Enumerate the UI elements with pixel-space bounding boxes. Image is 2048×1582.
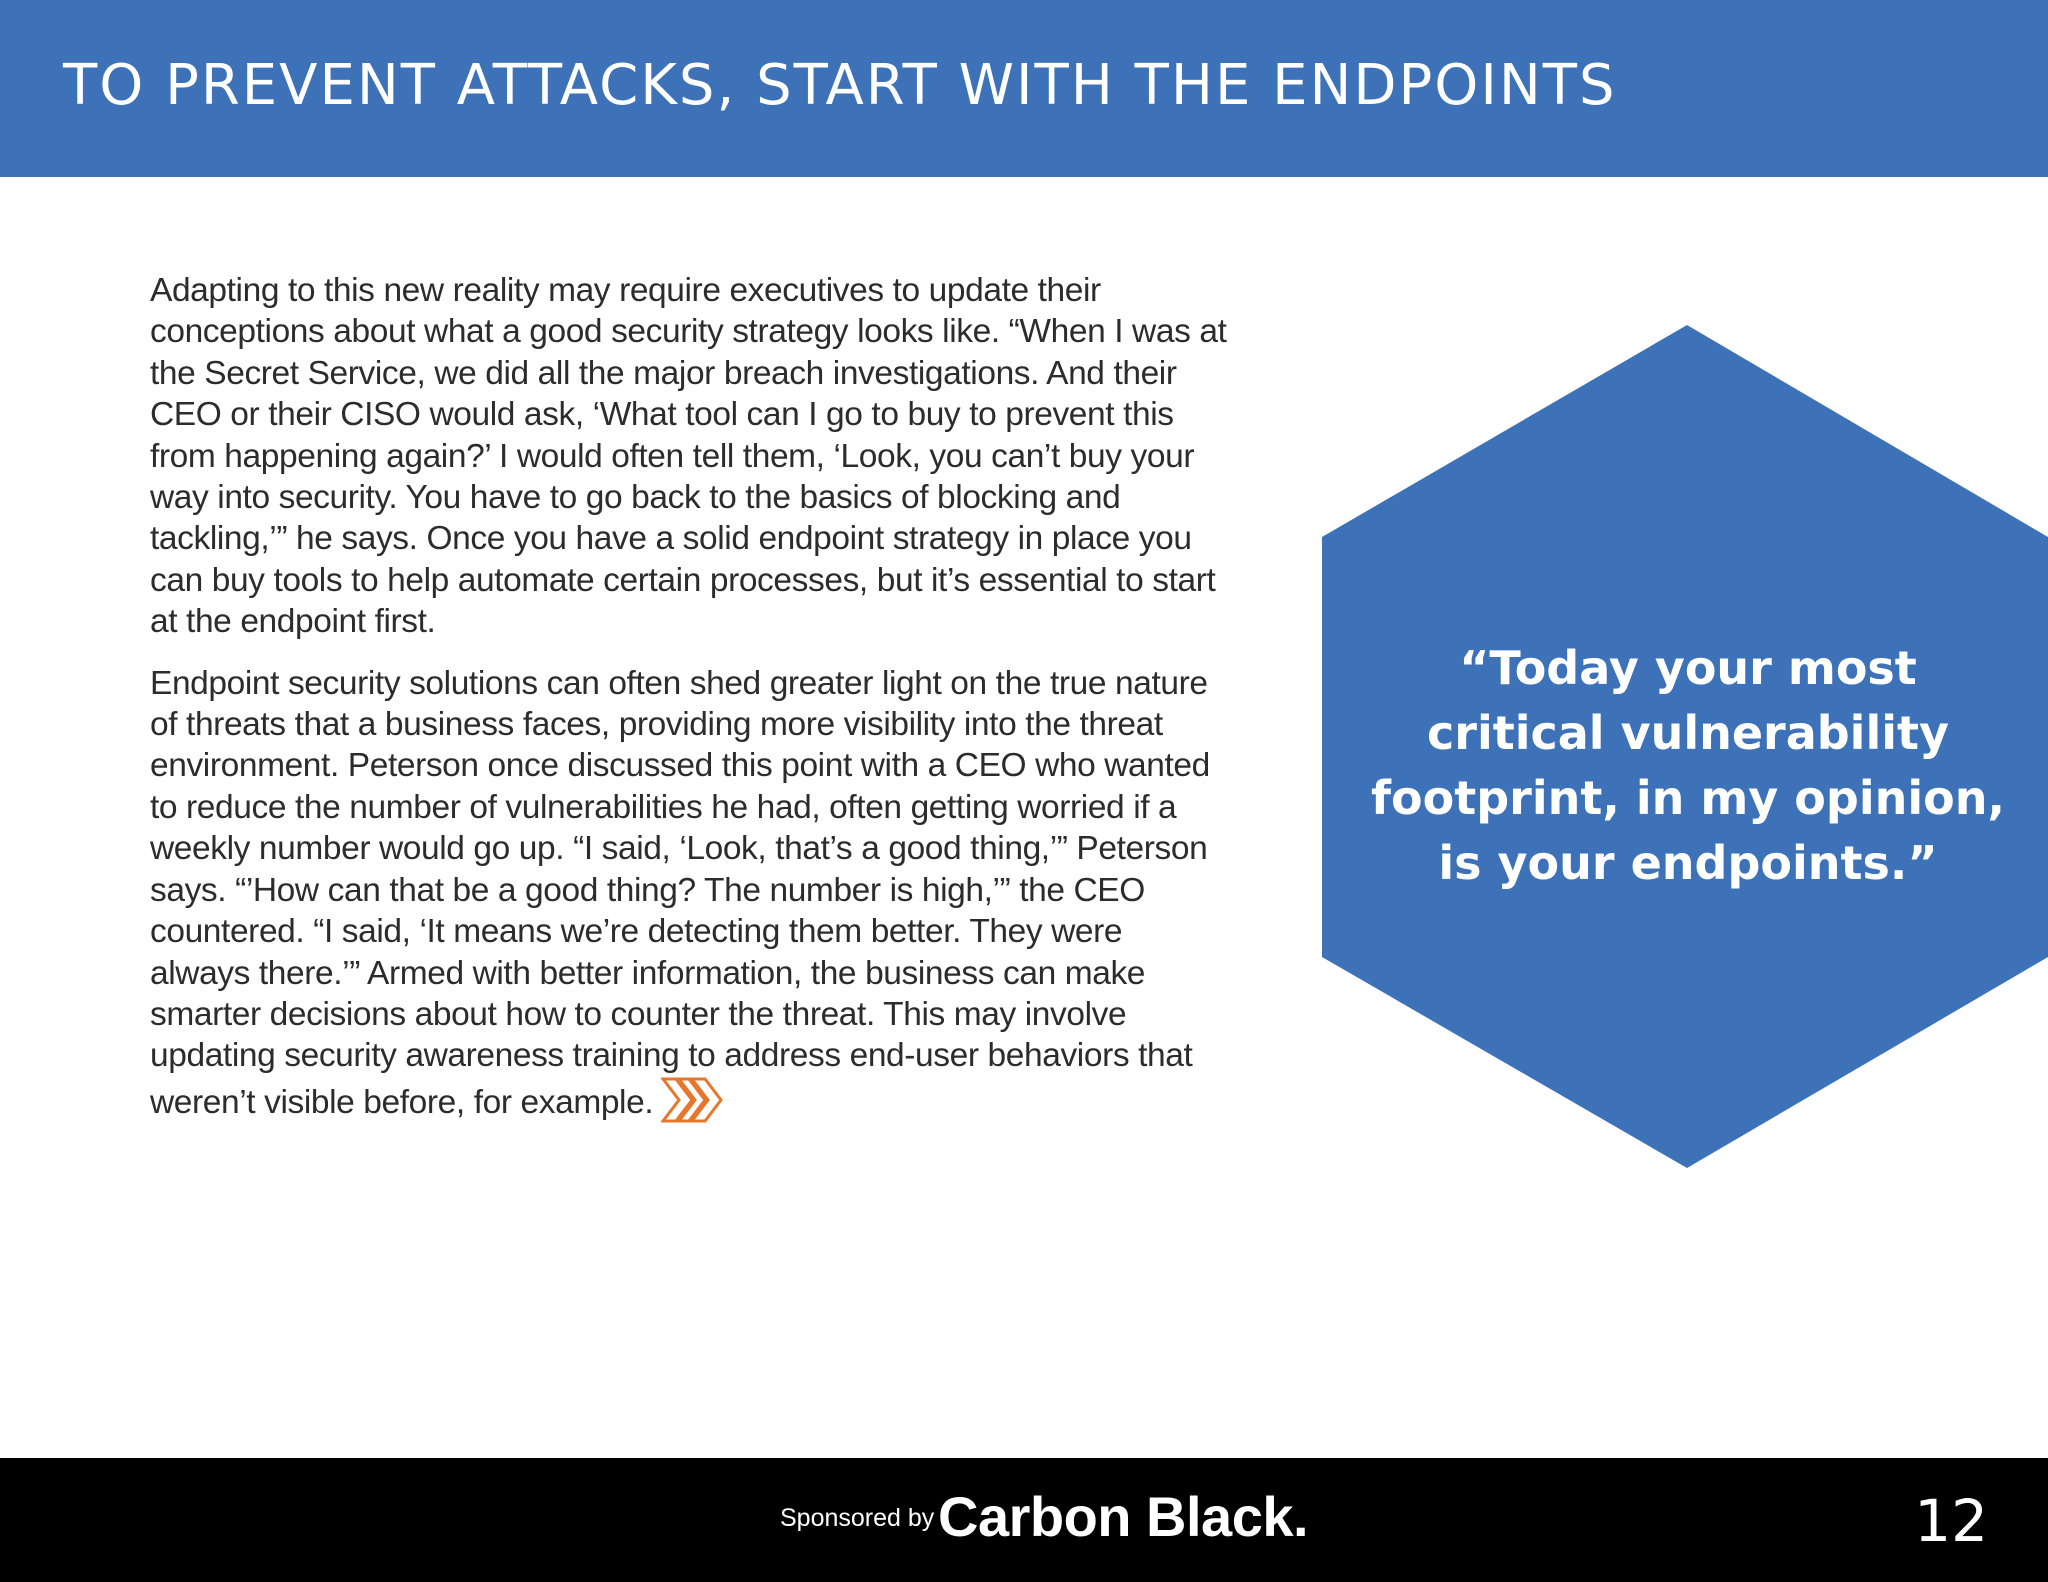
page-header	[0, 0, 2048, 177]
sponsor-logo: Carbon Black.	[938, 1485, 1309, 1548]
page-number: 12	[1914, 1487, 1988, 1555]
article-paragraph-1	[150, 270, 1230, 643]
page-title: TO PREVENT ATTACKS, START WITH THE ENDPOINTS	[63, 53, 1617, 118]
article-paragraph-2	[150, 663, 1230, 1133]
pull-quote: “Today your most critical vulnerability footprint, in my opinion, is your endpoints.”	[1371, 641, 2005, 890]
paragraph-1-text: Adapting to this new reality may require executives to update their conceptions about what a good security strategy looks like. “When I was at the Secret Service, we did all the major breach investigations. And their CEO or their CISO would ask, ‘What tool can I go to buy to prevent this from happening again?’ I would often tell them, ‘Look, you can’t buy your way into security. You have to go back to the basics of blocking and tackling,’” he says. Once you have a solid endpoint strategy in place you can buy tools to help automate certain processes, but it’s essential to start at the endpoint first.	[150, 272, 1227, 641]
paragraph-2-text: Endpoint security solutions can often shed greater light on the true nature of threats that a business faces, providing more visibility into the threat environment. Peterson once discussed this point with a CEO who wanted to reduce the number of vulnerabilities he had, often getting worried if a weekly number would go up. “I said, ‘Look, that’s a good thing,’” Peterson says. “’How can that be a good thing? The number is high,’” the CEO countered. “I said, ‘It means we’re detecting them better. They were always there.’” Armed with better information, the business can make smarter decisions about how to counter the threat. This may involve updating security awareness training to address end-user behaviors that weren’t visible before, for example.	[150, 664, 1210, 1121]
triple-chevron-right-icon[interactable]	[661, 1077, 723, 1133]
sponsored-label: Sponsored by	[780, 1504, 935, 1532]
article-body	[150, 270, 1230, 1153]
